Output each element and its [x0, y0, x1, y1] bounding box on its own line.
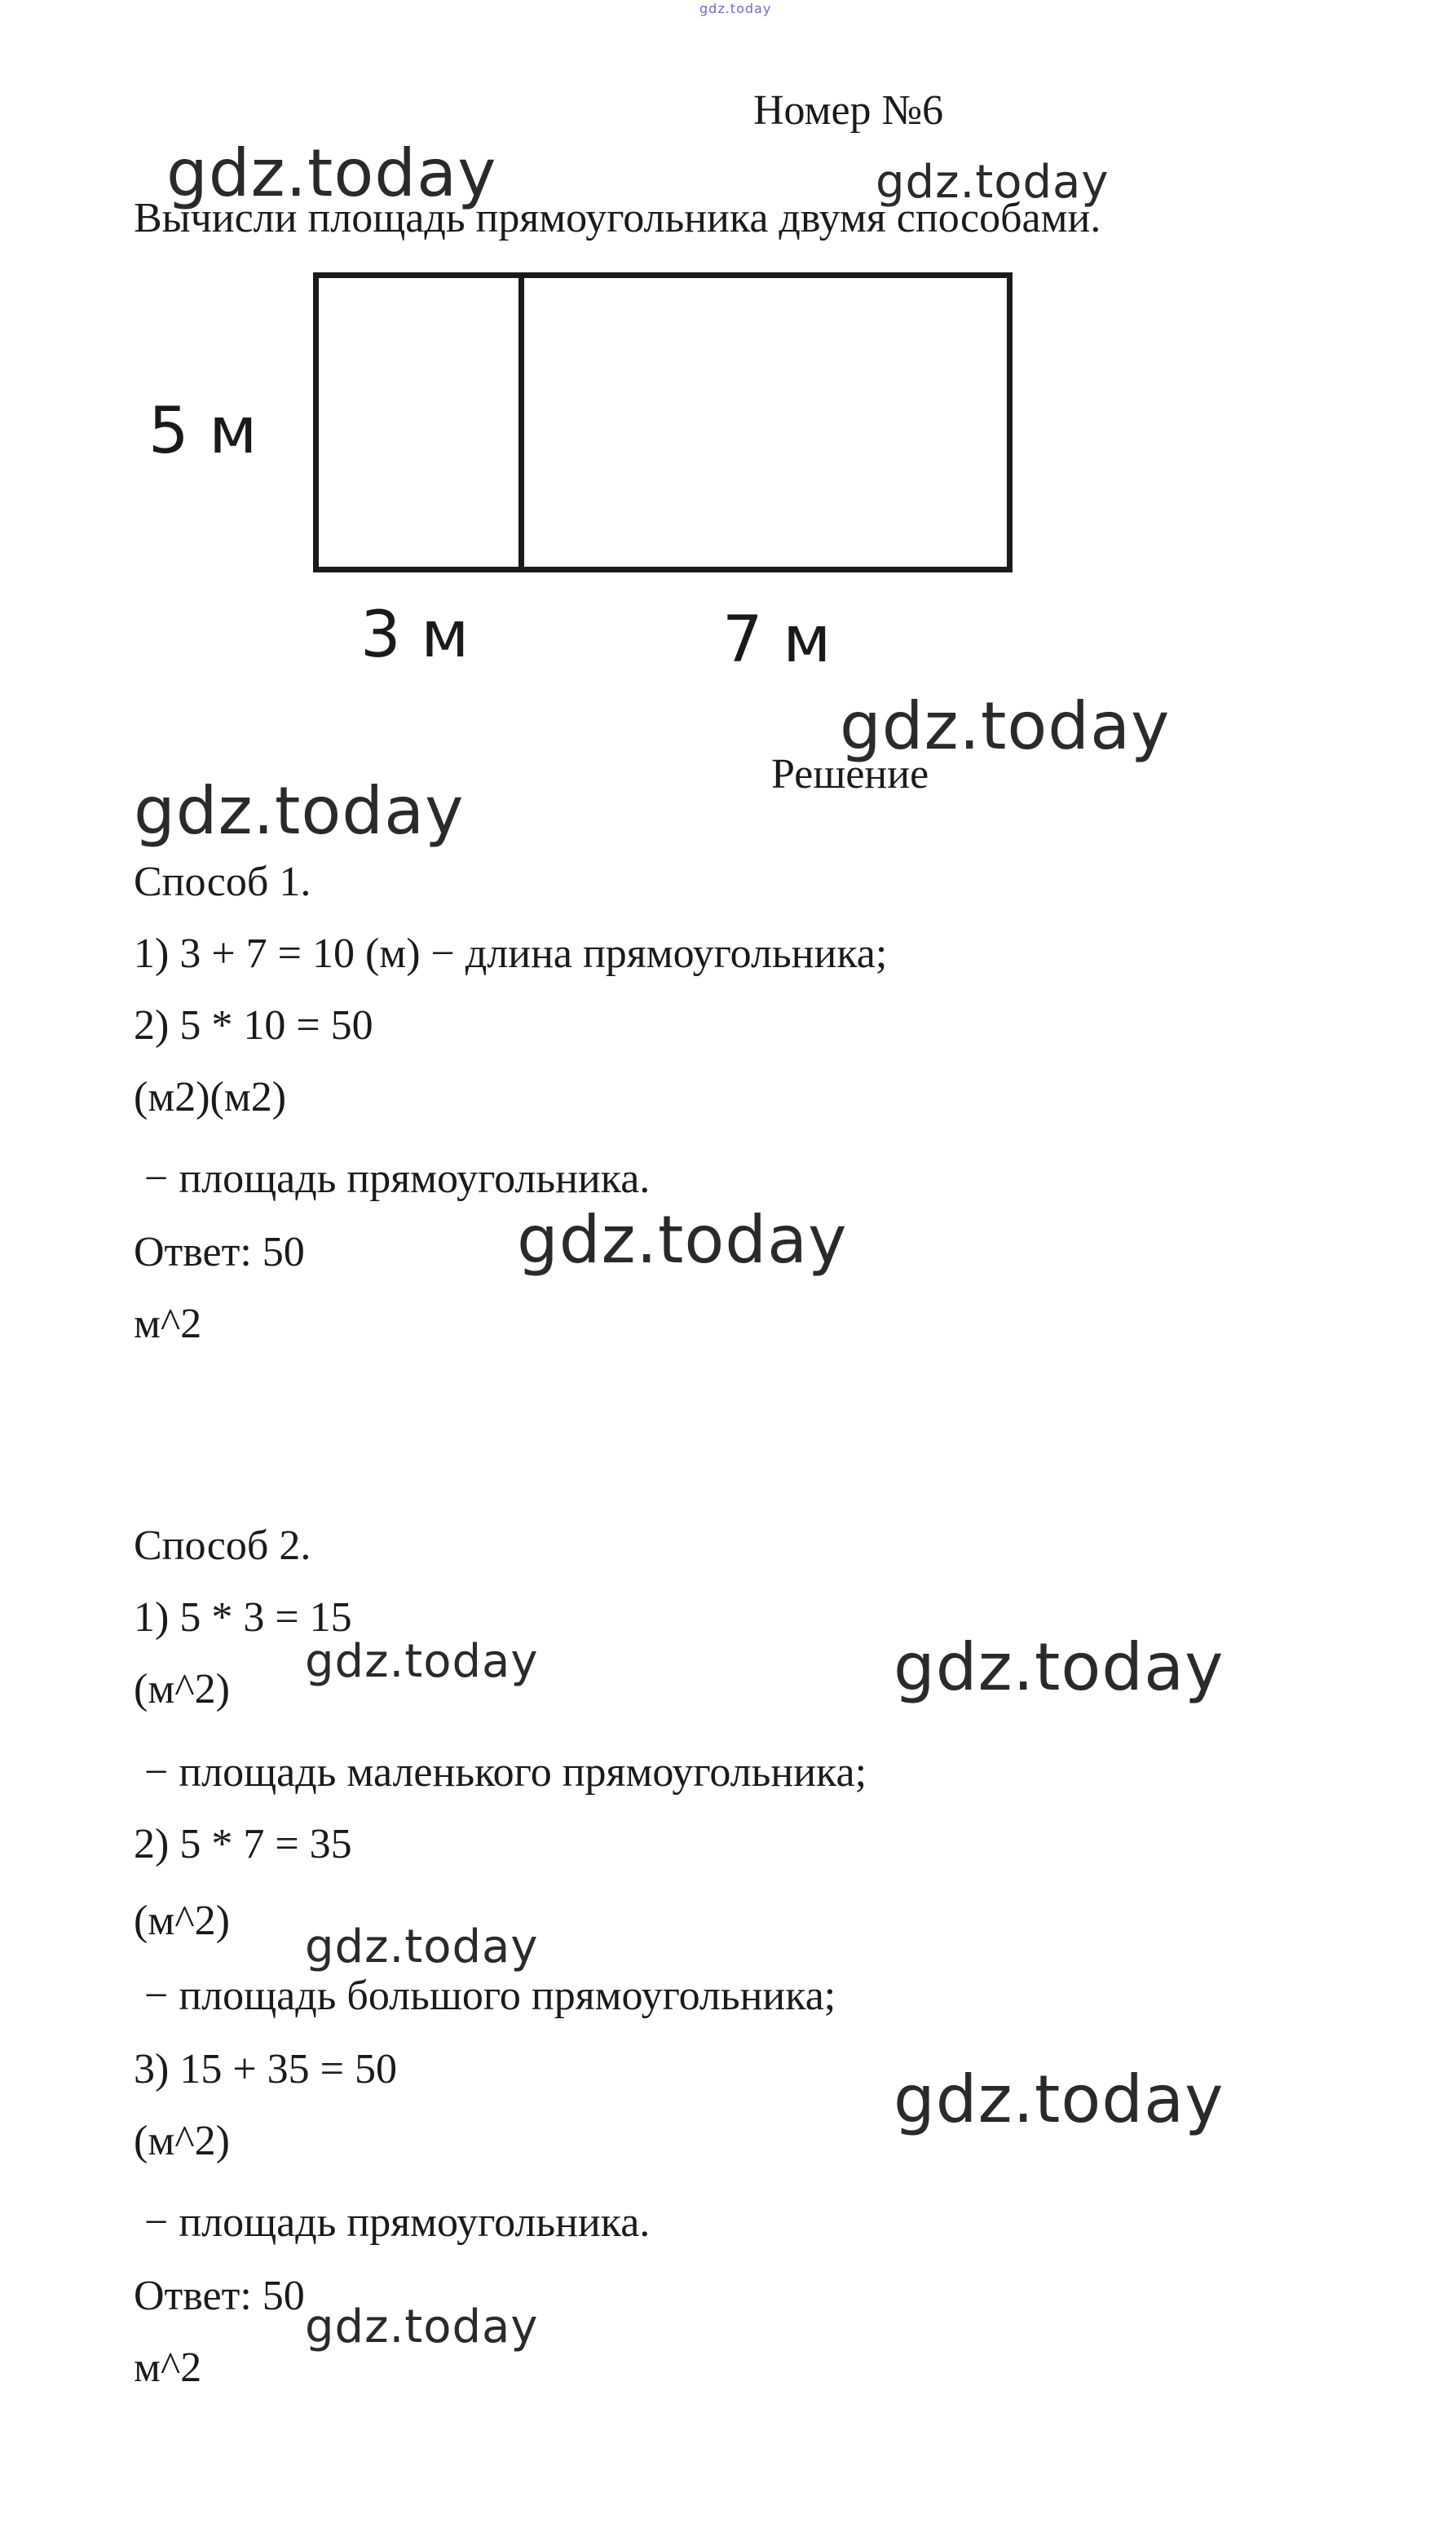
watermark: gdz.today	[166, 135, 497, 211]
method2-step3-desc: − площадь прямоугольника.	[134, 2199, 651, 2246]
watermark: gdz.today	[305, 1920, 539, 1973]
method2-answer: Ответ: 50	[134, 2273, 305, 2319]
height-label: 5 м	[148, 395, 258, 468]
method1-answer-units: м^2	[134, 1301, 202, 1347]
method2-step2-units: (м^2)	[134, 1898, 230, 1944]
method2-step1-units: (м^2)	[134, 1666, 230, 1712]
solution-title: Решение	[771, 751, 929, 798]
problem-number-title: Номер №6	[753, 87, 944, 134]
method2-step2: 2) 5 * 7 = 35	[134, 1821, 352, 1867]
top-watermark: gdz.today	[699, 1, 772, 16]
watermark: gdz.today	[517, 1202, 848, 1278]
method2-answer-units: м^2	[134, 2344, 202, 2391]
watermark: gdz.today	[840, 688, 1171, 764]
method1-answer: Ответ: 50	[134, 1229, 305, 1275]
method1-step2-desc: − площадь прямоугольника.	[134, 1156, 651, 1202]
left-width-label: 3 м	[360, 599, 470, 672]
method2-step1-desc: − площадь маленького прямоугольника;	[134, 1749, 867, 1796]
watermark: gdz.today	[305, 1635, 539, 1688]
method1-title: Способ 1.	[134, 859, 311, 905]
method1-step1: 1) 3 + 7 = 10 (м) − длина прямоугольника;	[134, 930, 888, 977]
rectangle-figure	[313, 272, 1013, 572]
watermark: gdz.today	[876, 156, 1110, 209]
method2-title: Способ 2.	[134, 1522, 311, 1569]
method2-step3: 3) 15 + 35 = 50	[134, 2046, 397, 2092]
method2-step1: 1) 5 * 3 = 15	[134, 1594, 352, 1641]
task-text: Вычисли площадь прямоугольника двумя способами.	[134, 195, 1101, 241]
method1-step2-units: (м2)(м2)	[134, 1074, 287, 1120]
watermark: gdz.today	[893, 2061, 1224, 2137]
right-width-label: 7 м	[722, 603, 832, 677]
watermark: gdz.today	[134, 773, 465, 849]
watermark: gdz.today	[893, 1629, 1224, 1705]
method2-step2-desc: − площадь большого прямоугольника;	[134, 1973, 836, 2019]
rectangle-divider	[518, 272, 524, 572]
method1-step2: 2) 5 * 10 = 50	[134, 1002, 373, 1049]
method2-step3-units: (м^2)	[134, 2118, 230, 2164]
watermark: gdz.today	[305, 2300, 539, 2353]
